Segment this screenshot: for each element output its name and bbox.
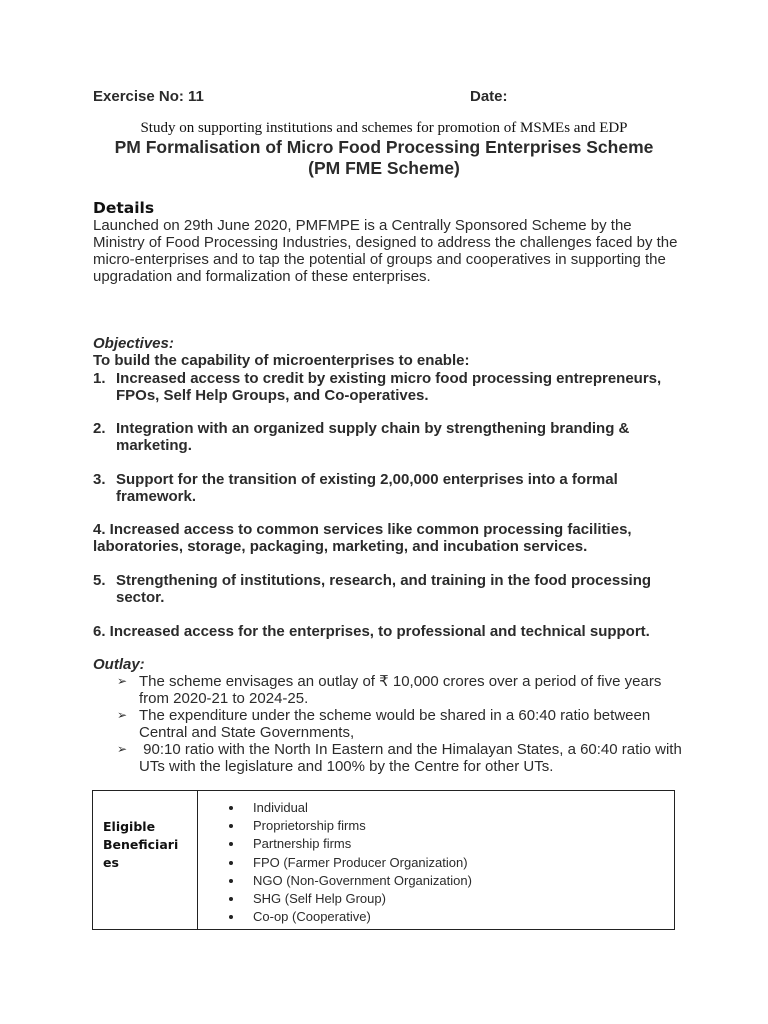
exercise-number: Exercise No: 11 (93, 88, 204, 105)
objective-item (93, 521, 693, 555)
objective-text: 6. Increased access for the enterprises, to professional and technical support. (93, 623, 650, 640)
objective-text: Increased access to credit by existing micro food processing entrepreneurs, FPOs, Self Help Groups, and Co-operatives. (116, 370, 662, 404)
label-line: es (103, 855, 119, 870)
arrow-bullet-icon: ➢ (117, 674, 128, 688)
outlay-item (117, 673, 687, 707)
bullet-icon (229, 842, 233, 846)
objective-item (93, 572, 693, 606)
details-paragraph: Launched on 29th June 2020, PMFMPE is a Centrally Sponsored Scheme by the Ministry of Food Processing Industries, designed to address the challenges faced by the micro-enterprises and to tap the potential of groups and cooperatives in supporting the upgradation and formalization of these enterprises. (93, 217, 678, 285)
outlay-item (117, 741, 687, 775)
arrow-bullet-icon: ➢ (117, 708, 128, 722)
list-item: Proprietorship firms (229, 817, 472, 835)
eligible-beneficiaries-label (103, 818, 193, 872)
list-item: FPO (Farmer Producer Organization) (229, 854, 472, 872)
outlay-heading: Outlay: (93, 656, 145, 673)
outlay-text: The expenditure under the scheme would be shared in a 60:40 ratio between Central and State Governments, (139, 707, 651, 741)
arrow-bullet-icon: ➢ (117, 742, 128, 756)
outlay-item (117, 707, 687, 741)
objectives-intro: To build the capability of microenterprises to enable: (93, 352, 470, 369)
bullet-icon (229, 915, 233, 919)
page-title (0, 137, 768, 179)
label-line: Beneficiari (103, 837, 179, 852)
beneficiaries-list (229, 799, 472, 926)
objective-text: Support for the transition of existing 2,00,000 enterprises into a formal framework. (116, 471, 618, 505)
objective-item (93, 370, 693, 404)
list-item: NGO (Non-Government Organization) (229, 872, 472, 890)
bullet-icon (229, 861, 233, 865)
outlay-text: 90:10 ratio with the North In Eastern and the Himalayan States, a 60:40 ratio with UTs with the legislature and 100% by the Centre for other UTs. (139, 741, 686, 775)
objective-text: 4. Increased access to common services like common processing facilities, laboratories, storage, packaging, marketing, and incubation services. (93, 521, 632, 555)
list-item: Individual (229, 799, 472, 817)
list-item: SHG (Self Help Group) (229, 890, 472, 908)
title-line-2: (PM FME Scheme) (308, 158, 460, 178)
objective-item (93, 471, 693, 505)
bullet-icon (229, 897, 233, 901)
objective-number: 2. (93, 420, 106, 437)
bullet-icon (229, 879, 233, 883)
label-line: Eligible (103, 819, 156, 834)
objective-item (93, 623, 693, 640)
objective-text: Integration with an organized supply chain by strengthening branding & marketing. (116, 420, 630, 454)
date-label: Date: (470, 88, 508, 105)
list-item: Partnership firms (229, 835, 472, 853)
outlay-text: The scheme envisages an outlay of ₹ 10,000 crores over a period of five years from 2020-21 to 2024-25. (139, 673, 662, 707)
objectives-heading: Objectives: (93, 335, 174, 352)
objective-number: 3. (93, 471, 106, 488)
beneficiaries-table (92, 790, 675, 930)
title-line-1: PM Formalisation of Micro Food Processing Enterprises Scheme (114, 137, 654, 157)
objective-text: Strengthening of institutions, research, and training in the food processing sector. (116, 572, 652, 606)
details-heading: Details (93, 199, 155, 217)
bullet-icon (229, 824, 233, 828)
objective-item (93, 420, 693, 454)
objective-number: 1. (93, 370, 106, 387)
objective-number: 5. (93, 572, 106, 589)
table-divider (197, 791, 198, 929)
bullet-icon (229, 806, 233, 810)
list-item: Co-op (Cooperative) (229, 908, 472, 926)
subtitle: Study on supporting institutions and schemes for promotion of MSMEs and EDP (140, 120, 628, 136)
